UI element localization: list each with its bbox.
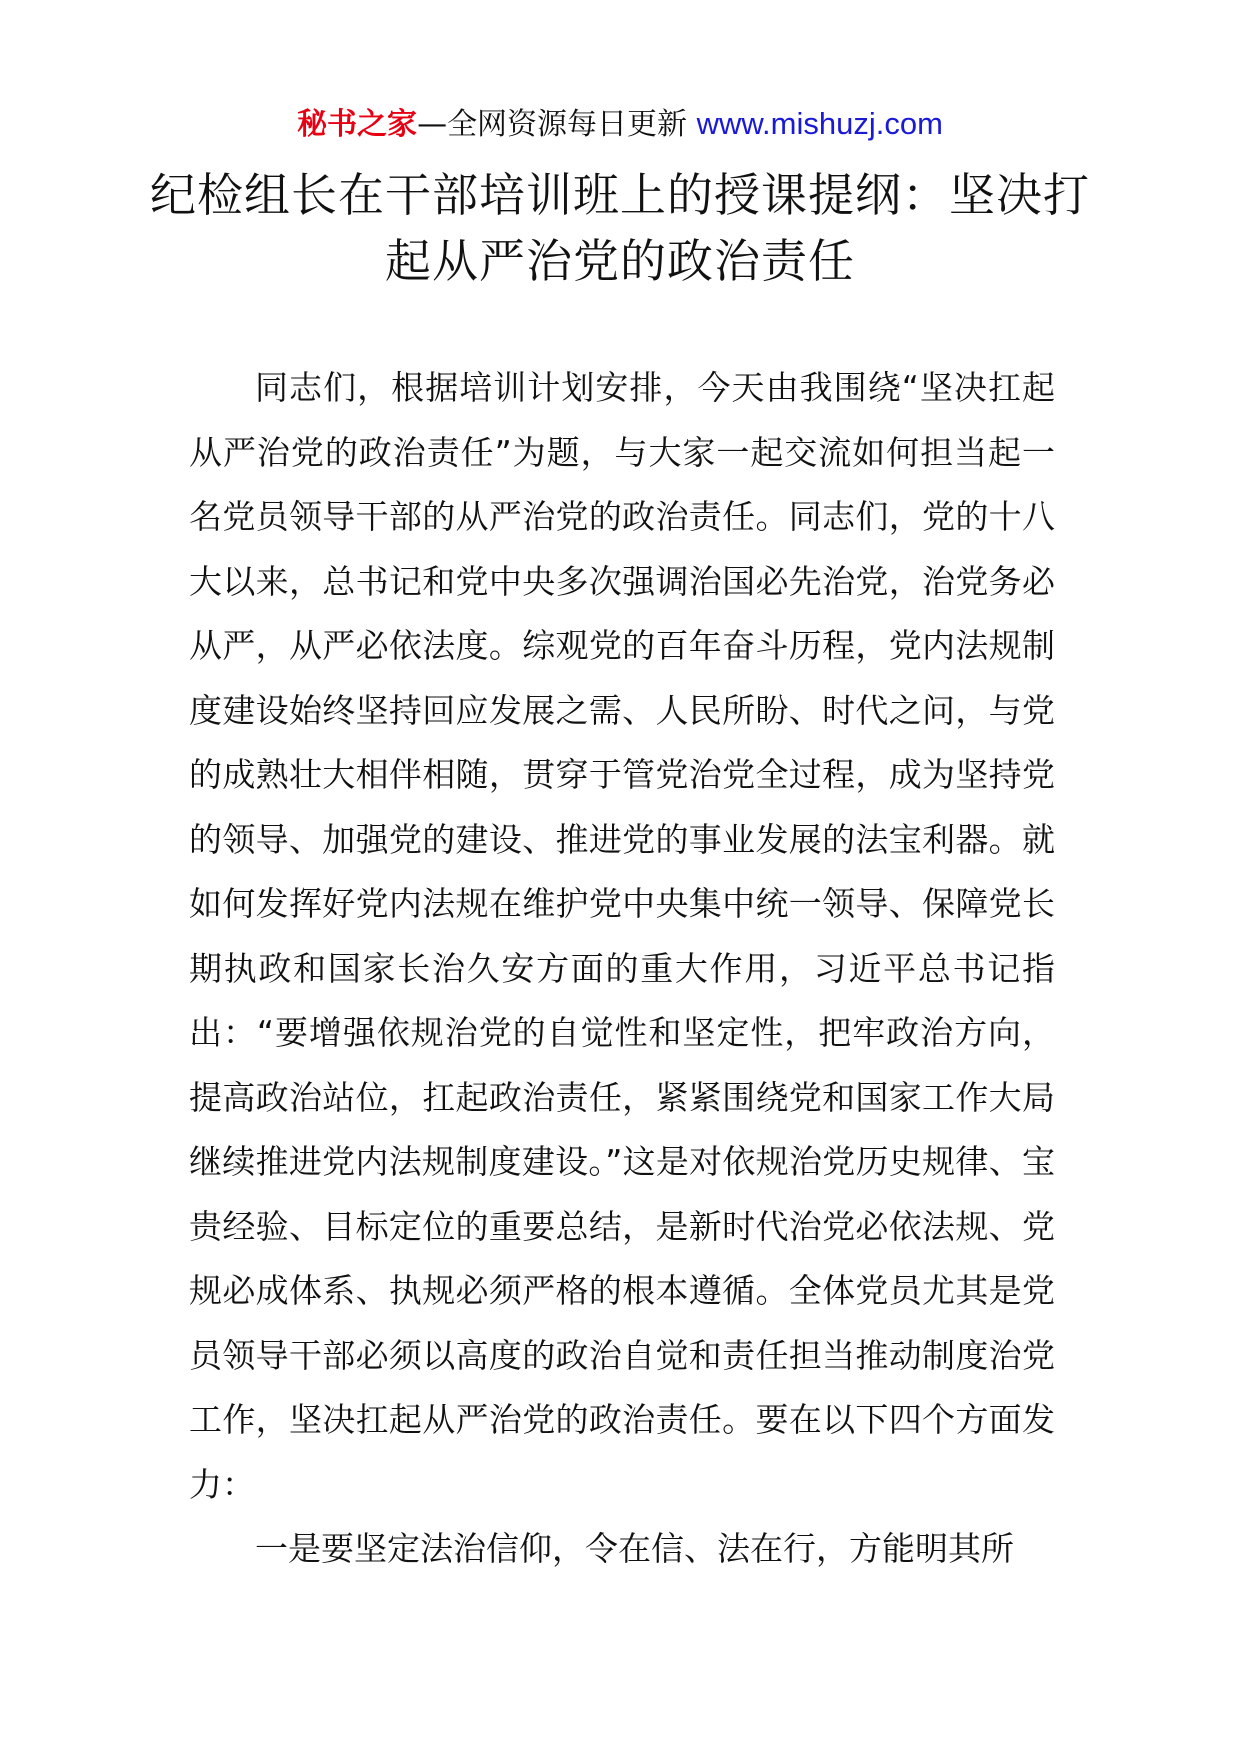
body-paragraph: 一是要坚定法治信仰，令在信、法在行，方能明其所 — [255, 1529, 1014, 1568]
site-header — [0, 102, 1240, 147]
document-title: 纪检组长在干部培训班上的授课提纲：坚决打起从严治党的政治责任 — [150, 168, 1090, 288]
site-url-link[interactable]: www.mishuzj.com — [696, 106, 943, 141]
header-slogan: —全网资源每日更新 — [417, 107, 688, 142]
body-paragraph: 同志们，根据培训计划安排，今天由我围绕“坚决扛起从严治党的政治责任”为题，与大家一起交流如何担当起一名党员领导干部的从严治党的政治责任。同志们，党的十八大以来，总书记和党中央多次强调治国必先治党，治党务必从严，从严必依法度。综观党的百年奋斗历程，党内法规制度建设始终坚持回应发展之需、人民所盼、时代之问，与党的成熟壮大相伴相随，贯穿于管党治党全过程，成为坚持党的领导、加强党的建设、推进党的事业发展的法宝利器。就如何发挥好党内法规在维护党中央集中统一领导、保障党长期执政和国家长治久安方面的重大作用，习近平总书记指出：“要增强依规治党的自觉性和坚定性，把牢政治方向，提高政治站位，扛起政治责任，紧紧围绕党和国家工作大局继续推进党内法规制度建设。”这是对依规治党历史规律、宝贵经验、目标定位的重要总结，是新时代治党必依法规、党规必成体系、执规必须严格的根本遵循。全体党员尤其是党员领导干部必须以高度的政治自觉和责任担当推动制度治党工作，坚决扛起从严治党的政治责任。要在以下四个方面发力： — [189, 368, 1055, 1504]
document-body — [189, 356, 1055, 1582]
brand-name: 秘书之家 — [297, 107, 418, 142]
